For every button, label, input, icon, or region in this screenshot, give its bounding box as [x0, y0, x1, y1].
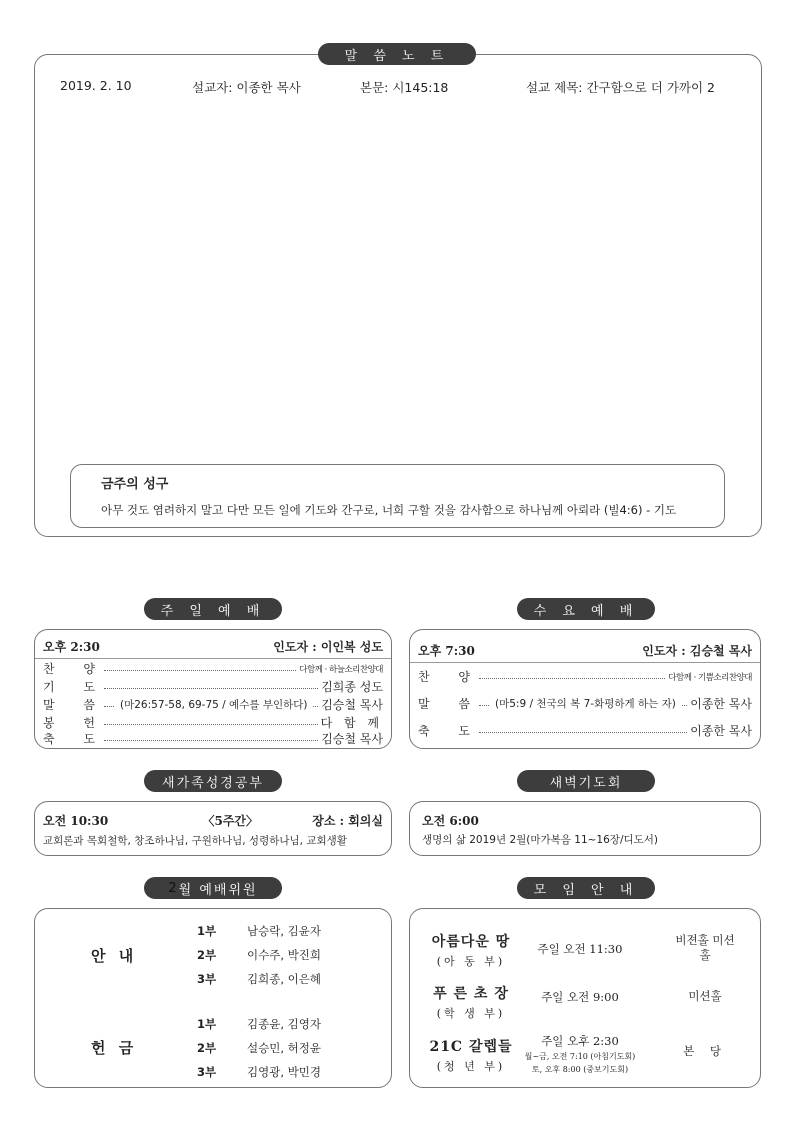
order-row: 축 도 김승철 목사	[43, 732, 383, 746]
committee-title-text: 월 예배위원	[178, 882, 258, 898]
meeting-time: 주일 오전 11:30	[537, 942, 623, 956]
dawn-prayer-time: 오전 6:00	[422, 814, 479, 828]
wednesday-worship-title: 수 요 예 배	[517, 598, 655, 620]
divider	[35, 658, 391, 659]
committee-row: 2부 이수주, 박진희	[197, 948, 321, 962]
committee-box	[34, 908, 392, 1088]
order-row: 축 도 이종한 목사	[418, 724, 752, 738]
meeting-place: 미션홀	[688, 989, 722, 1003]
meeting-place: 본 당	[683, 1044, 727, 1058]
meeting-name: 21C 갈렙들 (청 년 부)	[429, 1039, 513, 1073]
order-row: 기 도 김희종 성도	[43, 680, 383, 694]
dawn-prayer-title: 새벽기도회	[517, 770, 655, 792]
sunday-worship-box	[34, 629, 392, 749]
sunday-worship-title: 주 일 예 배	[144, 598, 282, 620]
weekly-verse-title: 금주의 성구	[101, 477, 169, 492]
dawn-prayer-text: 생명의 삶 2019년 2월(마가복음 11~16장/디도서)	[422, 834, 659, 846]
order-row: 찬 양 다함께 · 기쁨소리찬양대	[418, 670, 752, 684]
committee-row: 1부 남승락, 김윤자	[197, 924, 321, 938]
bible-study-weeks: 〈5주간〉	[202, 814, 258, 828]
bible-study-topics: 교회론과 목회철학, 창조하나님, 구원하나님, 성령하나님, 교회생활	[43, 835, 347, 847]
sunday-leader: 인도자 : 이인복 성도	[273, 640, 383, 654]
sermon-preacher: 설교자: 이종한 목사	[192, 80, 301, 95]
bible-study-place: 장소 : 회의실	[312, 814, 383, 828]
bible-study-time: 오전 10:30	[43, 814, 109, 828]
sermon-passage: 본문: 시145:18	[360, 80, 449, 95]
sermon-note-title: 말 씀 노 트	[318, 43, 476, 65]
committee-row: 1부 김종윤, 김영자	[197, 1017, 321, 1031]
bible-study-title: 새가족성경공부	[144, 770, 282, 792]
meeting-place: 비젼홀 미션홀	[675, 933, 735, 962]
meeting-name: 푸 른 초 장 (학 생 부)	[433, 986, 509, 1020]
meeting-time: 주일 오후 2:30 월~금, 오전 7:10 (아침기도회) 토, 오후 8:00 (중보기도회)	[524, 1034, 636, 1074]
order-row: 말 씀 (마26:57-58, 69-75 / 예수를 부인하다) 김승철 목사	[43, 698, 383, 712]
wednesday-worship-box	[409, 629, 761, 749]
order-row: 봉 헌 다 함 께	[43, 716, 383, 730]
order-row: 말 씀 (마5:9 / 천국의 복 7-화평하게 하는 자) 이종한 목사	[418, 697, 752, 711]
meeting-time: 주일 오전 9:00	[541, 990, 619, 1004]
wednesday-header	[418, 642, 752, 659]
committee-row: 3부 김영광, 박민경	[197, 1065, 321, 1079]
meeting-name: 아름다운 땅 (아 동 부)	[431, 934, 511, 968]
divider	[410, 662, 760, 663]
committee-group-label: 안 내	[91, 947, 138, 965]
sunday-time: 오후 2:30	[43, 640, 100, 654]
sermon-date: 2019. 2. 10	[60, 78, 132, 93]
weekly-verse-box	[70, 464, 725, 528]
weekly-verse-text: 아무 것도 염려하지 말고 다만 모든 일에 기도와 간구로, 너희 구할 것을 감사함으로 하나님께 아뢰라 (빌4:6) - 기도	[101, 503, 677, 517]
committee-title	[144, 877, 282, 899]
committee-group-label: 헌 금	[91, 1039, 138, 1057]
meetings-box	[409, 908, 761, 1088]
wednesday-time: 오후 7:30	[418, 644, 475, 658]
committee-row: 3부 김희종, 이은혜	[197, 972, 321, 986]
wednesday-leader: 인도자 : 김승철 목사	[642, 644, 752, 658]
sermon-title: 설교 제목: 간구함으로 더 가까이 2	[526, 80, 716, 95]
meetings-title: 모 임 안 내	[517, 877, 655, 899]
bible-study-box	[34, 801, 392, 856]
order-row: 찬 양 다함께 · 하늘소리찬양대	[43, 662, 383, 676]
committee-month: 2	[168, 880, 179, 896]
dawn-prayer-box	[409, 801, 761, 856]
committee-row: 2부 설승민, 허정윤	[197, 1041, 321, 1055]
sunday-header	[43, 638, 383, 655]
